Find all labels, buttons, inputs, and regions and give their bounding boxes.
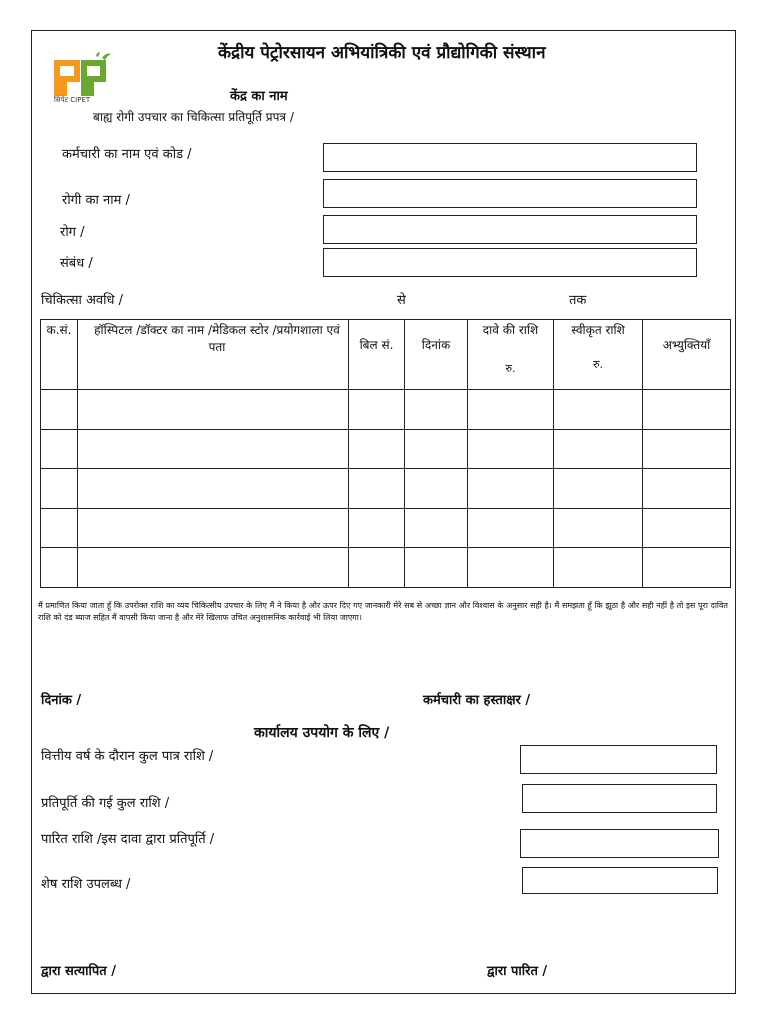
table-row <box>41 469 731 509</box>
table-cell[interactable] <box>468 429 554 469</box>
reimbursed-amount-field[interactable] <box>522 784 717 813</box>
table-row <box>41 548 731 588</box>
eligible-amount-label: वित्तीय वर्ष के दौरान कुल पात्र राशि / <box>41 749 214 764</box>
verified-by-label: द्वारा सत्यापित / <box>41 964 116 979</box>
table-cell[interactable] <box>554 390 643 430</box>
claims-table <box>40 319 731 588</box>
patient-name-field[interactable] <box>323 179 697 208</box>
table-cell[interactable] <box>349 548 405 588</box>
table-cell[interactable] <box>41 390 78 430</box>
eligible-amount-field[interactable] <box>520 745 717 774</box>
table-cell[interactable] <box>643 390 731 430</box>
employee-name-label: कर्मचारी का नाम एवं कोड / <box>62 147 192 162</box>
table-cell[interactable] <box>41 548 78 588</box>
table-cell[interactable] <box>405 508 468 548</box>
table-cell[interactable] <box>405 429 468 469</box>
header-claim-amount: दावे की राशि रु. <box>468 320 554 390</box>
table-row <box>41 429 731 469</box>
patient-name-label: रोगी का नाम / <box>62 193 130 208</box>
passed-amount-field[interactable] <box>520 829 719 858</box>
table-cell[interactable] <box>78 429 349 469</box>
table-cell[interactable] <box>468 390 554 430</box>
header-hospital: हॉस्पिटल /डॉक्टर का नाम /मेडिकल स्टोर /प्रयोगशाला एवं पता <box>78 320 349 390</box>
table-cell[interactable] <box>78 548 349 588</box>
declaration-text: मैं प्रमाणित किया जाता हूँ कि उपरोक्त राशि का व्यय चिकित्सीय उपचार के लिए मैं ने किया है और ऊपर दिए गए जानकारी मेरे सब से अच्छा ज्ञान और विश्वास के अनुसार सही है। मैं समझता हूँ कि झूठा है और सही नहीं है तो इस पूरा दावित राशि को दंड ब्याज सहित मैं वापसी किया जाना है और मेरे खिलाफ उचित अनुशासनिक कार्रवाई भी लिया जाएगा। <box>38 601 728 622</box>
date-label: दिनांक / <box>41 693 82 708</box>
institute-title: केंद्रीय पेट्रोरसायन अभियांत्रिकी एवं प्रौद्योगिकी संस्थान <box>218 43 546 63</box>
form-subtitle: बाह्य रोगी उपचार का चिकित्सा प्रतिपूर्ति प्रपत्र / <box>93 110 294 124</box>
balance-amount-label: शेष राशि उपलब्ध / <box>41 877 131 892</box>
table-cell[interactable] <box>468 469 554 509</box>
table-row <box>41 508 731 548</box>
table-cell[interactable] <box>78 390 349 430</box>
table-cell[interactable] <box>554 508 643 548</box>
table-cell[interactable] <box>41 429 78 469</box>
period-to-label: तक <box>569 293 587 308</box>
passed-amount-label: पारित राशि /इस दावा द्वारा प्रतिपूर्ति / <box>41 832 215 847</box>
header-approved-amount: स्वीकृत राशि रु. <box>554 320 643 390</box>
table-cell[interactable] <box>405 390 468 430</box>
table-cell[interactable] <box>405 469 468 509</box>
table-cell[interactable] <box>41 508 78 548</box>
balance-amount-field[interactable] <box>522 867 718 894</box>
reimbursed-amount-label: प्रतिपूर्ति की गई कुल राशि / <box>41 796 170 811</box>
employee-signature-label: कर्मचारी का हस्ताक्षर / <box>423 693 531 708</box>
treatment-period-label: चिकित्सा अवधि / <box>41 293 124 308</box>
employee-name-field[interactable] <box>323 143 697 172</box>
table-cell[interactable] <box>41 469 78 509</box>
table-cell[interactable] <box>643 429 731 469</box>
header-remarks: अभ्युक्तियाँ <box>643 320 731 390</box>
header-date: दिनांक <box>405 320 468 390</box>
table-cell[interactable] <box>554 548 643 588</box>
table-header-row <box>41 320 731 390</box>
logo-caption: सिपेट CIPET <box>54 96 91 104</box>
table-cell[interactable] <box>643 508 731 548</box>
table-cell[interactable] <box>643 469 731 509</box>
period-from-label: से <box>397 293 406 308</box>
table-cell[interactable] <box>468 508 554 548</box>
header-serial: क.सं. <box>41 320 78 390</box>
table-cell[interactable] <box>643 548 731 588</box>
header-bill-no: बिल सं. <box>349 320 405 390</box>
relation-field[interactable] <box>323 248 697 277</box>
relation-label: संबंध / <box>60 256 93 271</box>
passed-by-label: द्वारा पारित / <box>487 964 548 979</box>
table-cell[interactable] <box>78 469 349 509</box>
table-cell[interactable] <box>349 429 405 469</box>
disease-field[interactable] <box>323 215 697 244</box>
table-cell[interactable] <box>349 390 405 430</box>
table-cell[interactable] <box>78 508 349 548</box>
table-row <box>41 390 731 430</box>
center-name-label: केंद्र का नाम <box>230 89 288 104</box>
office-use-heading: कार्यालय उपयोग के लिए / <box>254 725 390 741</box>
table-cell[interactable] <box>349 508 405 548</box>
table-cell[interactable] <box>468 548 554 588</box>
disease-label: रोग / <box>60 225 85 240</box>
table-cell[interactable] <box>349 469 405 509</box>
table-cell[interactable] <box>554 429 643 469</box>
table-cell[interactable] <box>554 469 643 509</box>
table-cell[interactable] <box>405 548 468 588</box>
